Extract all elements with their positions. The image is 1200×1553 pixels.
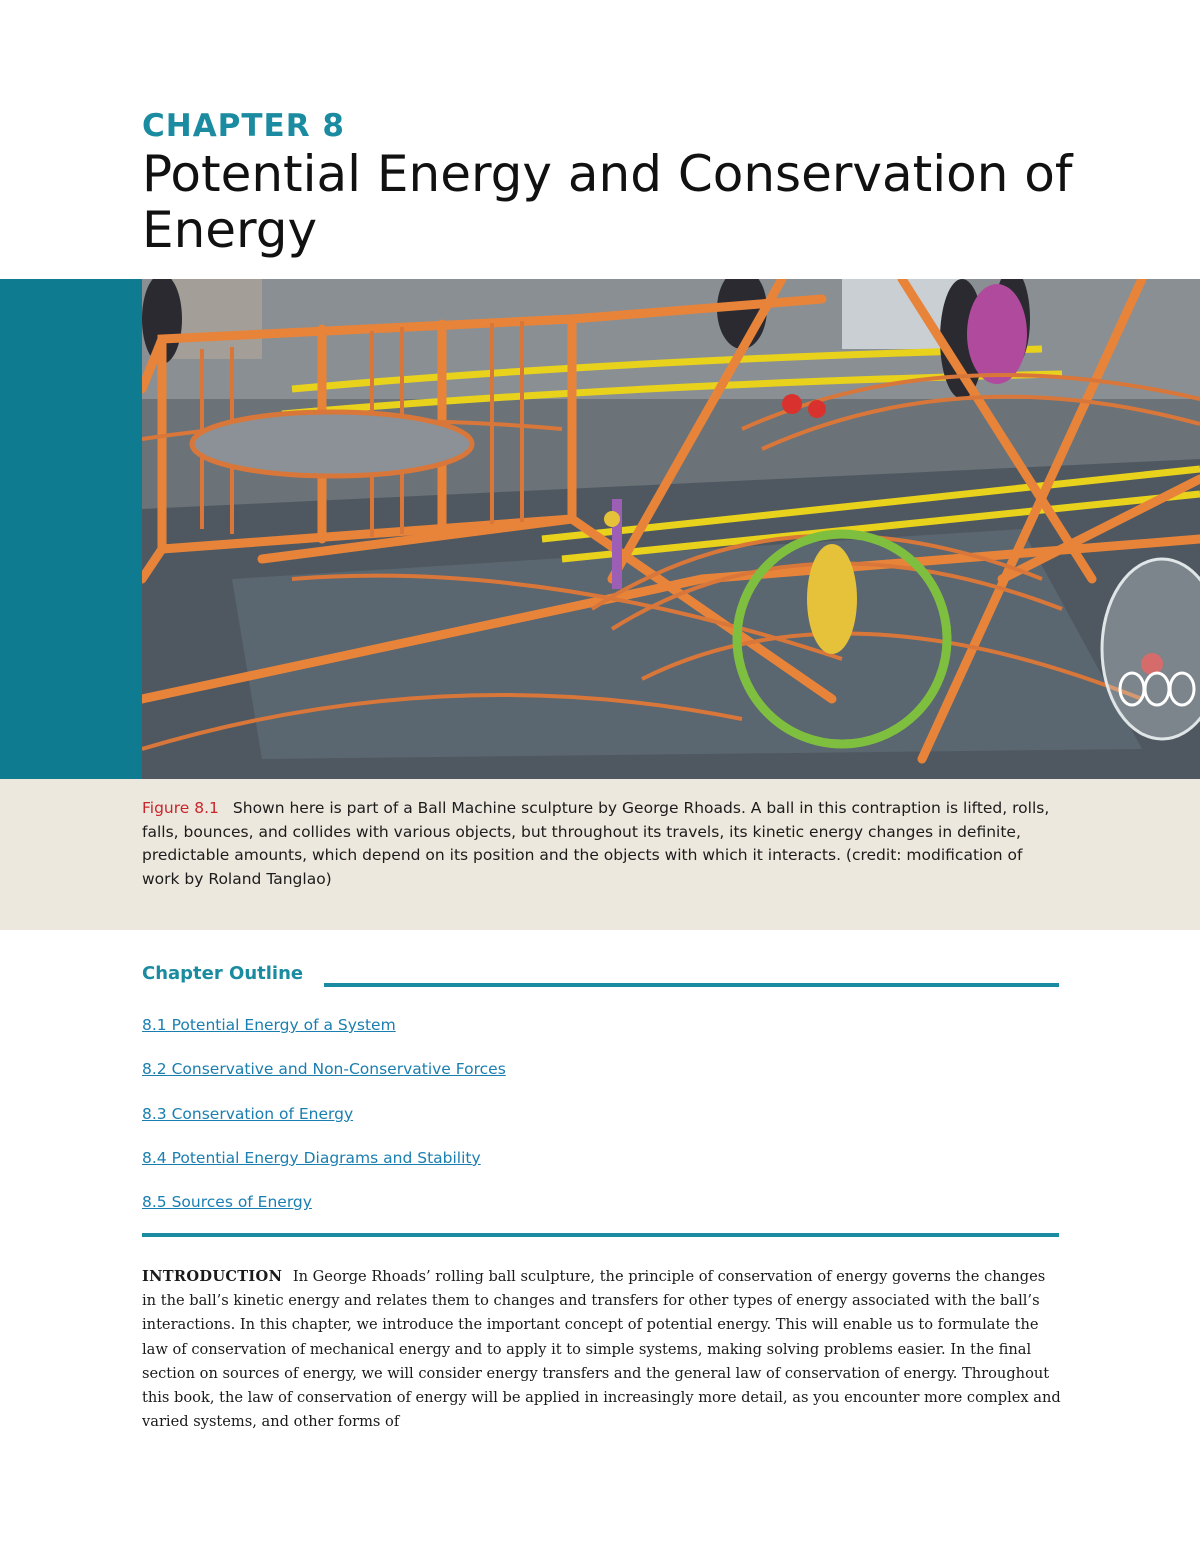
introduction-text: In George Rhoads’ rolling ball sculpture, the principle of conservation of energy governs the changes in the ball’s kinetic energy and relates them to changes and transfers for other types of energy associated with the ball’s interactions. In this chapter, we introduce the important concept of potential energy. This will enable us to formulate the law of conservation of mechanical energy and to apply it to simple systems, making solving problems easier. In the final section on sources of energy, we will consider energy transfers and the general law of conservation of energy. Throughout this book, the law of conservation of energy will be applied in increasingly more detail, as you encounter more complex and varied systems, and other forms of [142,1268,1061,1431]
introduction-paragraph [142,1265,1062,1434]
outline-link-8-5[interactable]: 8.5 Sources of Energy [142,1193,312,1212]
outline-item [142,1015,506,1059]
chapter-label: CHAPTER 8 [142,108,345,144]
outline-item [142,1104,506,1148]
outline-item [142,1148,506,1192]
ball-machine-photo [142,279,1200,779]
outline-link-8-1[interactable]: 8.1 Potential Energy of a System [142,1016,396,1034]
figure-caption-text: Shown here is part of a Ball Machine sculpture by George Rhoads. A ball in this contraption is lifted, rolls, falls, bounces, and collides with various objects, but throughout its travels, its kinetic energy changes in definite, predictable amounts, which depend on its position and the objects with which it interacts. (credit: modification of work by Roland Tanglao) [142,799,1050,888]
chapter-title: Potential Energy and Conservation of Energy [142,145,1073,259]
outline-link-8-2[interactable]: 8.2 Conservative and Non-Conservative Forces [142,1060,506,1079]
outline-item [142,1192,506,1236]
outline-rule-top [324,983,1059,987]
introduction-label: INTRODUCTION [142,1268,283,1285]
chapter-outline-heading: Chapter Outline [142,963,304,984]
outline-link-8-4[interactable]: 8.4 Potential Energy Diagrams and Stability [142,1148,481,1167]
chapter-outline-list [142,1015,506,1236]
outline-item [142,1059,506,1103]
outline-rule-bottom [142,1233,1059,1237]
accent-bar [0,279,142,779]
outline-link-8-3[interactable]: 8.3 Conservation of Energy [142,1104,354,1123]
figure-label: Figure 8.1 [142,799,219,817]
figure-caption [142,797,1052,891]
